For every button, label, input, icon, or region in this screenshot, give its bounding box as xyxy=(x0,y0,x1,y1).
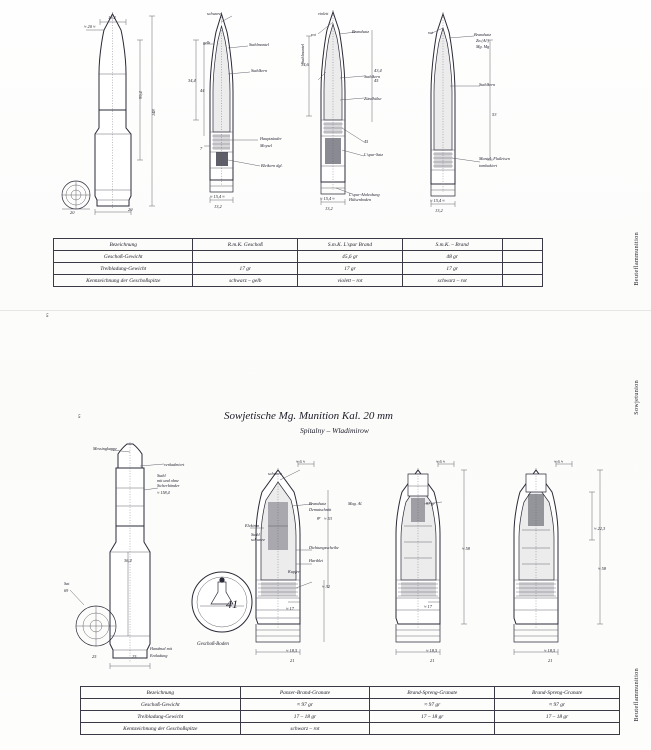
label-mit-und-ohne: mit und ohne xyxy=(157,478,179,483)
label-stahl: Stahl xyxy=(157,473,166,478)
label-schwarz-rmk: schwarz xyxy=(207,11,221,16)
bottom-sheet-title: Sowjetische Mg. Munition Kal. 20 mm xyxy=(224,410,393,422)
label-hartblei: Hartblei xyxy=(309,558,324,563)
svg-text:≈ 6 ≈: ≈ 6 ≈ xyxy=(436,459,446,464)
label-schwarz2-pbg: schwarz xyxy=(251,537,265,542)
cell: 45,6 gr xyxy=(298,251,403,263)
label-tombakiert: tombakiert xyxy=(479,163,498,168)
cell: Bezeichnung xyxy=(81,687,241,699)
label-69: 69 xyxy=(64,588,69,593)
label-stahlmantel-lspur: Stahlmantel xyxy=(300,43,305,64)
label-verkadmiert: verkadmiert xyxy=(164,462,185,467)
table-row xyxy=(81,687,620,699)
bottom-spec-table xyxy=(80,686,620,735)
svg-text:43,4: 43,4 xyxy=(374,68,382,73)
cell: ≈ 97 gr xyxy=(370,699,495,711)
cell xyxy=(502,239,542,251)
table-row xyxy=(54,251,543,263)
svg-text:20: 20 xyxy=(70,210,75,215)
svg-text:≈ 18,5: ≈ 18,5 xyxy=(286,648,298,653)
table-row xyxy=(54,239,543,251)
cell: S.m.K. – Brand xyxy=(402,239,502,251)
label-entladung: Entladung xyxy=(150,653,168,658)
cell: Kennzeichnung der Geschoßspitze xyxy=(81,723,241,735)
sheet-mark-top: 5 xyxy=(46,314,49,319)
cell: Treibladung-Gewicht xyxy=(54,263,193,275)
label-mag-al: Mag. Al. xyxy=(348,501,363,506)
svg-text:≈ 17: ≈ 17 xyxy=(286,606,294,611)
svg-text:≈ 22,3: ≈ 22,3 xyxy=(594,526,606,531)
label-zn-al: Zn.(Al.) xyxy=(476,38,490,43)
table-row xyxy=(81,711,620,723)
svg-text:21: 21 xyxy=(548,658,553,663)
label-huelsenboden: L'spur-Abdeckung xyxy=(349,192,380,197)
svg-text:13,2: 13,2 xyxy=(325,206,333,211)
cell xyxy=(502,251,542,263)
cell: Geschoß-Gewicht xyxy=(81,699,241,711)
table-row xyxy=(81,723,620,735)
svg-text:≈ 18,5: ≈ 18,5 xyxy=(426,648,438,653)
label-rot-brand: rot xyxy=(428,30,433,35)
cell: Brand-Spreng-Granate xyxy=(370,687,495,699)
bottom-sheet-drawings xyxy=(0,430,651,680)
svg-text:25: 25 xyxy=(92,654,97,659)
label-geschoss-boden: Geschoß-Boden xyxy=(197,642,229,647)
svg-text:≈ 17: ≈ 17 xyxy=(424,604,432,609)
svg-text:44: 44 xyxy=(200,88,205,93)
cell: Panzer-Brand-Granate xyxy=(240,687,370,699)
label-stahlmantel-rmk: Stahlmantel xyxy=(249,42,270,47)
label-mantel-flusseisen: Mantel: Flußeisen xyxy=(479,156,510,161)
svg-text:≈ 6 ≈: ≈ 6 ≈ xyxy=(554,459,564,464)
cell: Brand-Spreng-Granate xyxy=(495,687,620,699)
svg-text:≈ 20 ≈: ≈ 20 ≈ xyxy=(84,24,96,29)
label-stahlkern-brand: Stahlkern xyxy=(479,82,496,87)
cell: schwarz – rot xyxy=(402,275,502,287)
svg-text:7: 7 xyxy=(200,146,203,151)
svg-text:≈ 32: ≈ 32 xyxy=(322,584,330,589)
label-messingkappe: Messingkappe xyxy=(93,446,117,451)
label-kupfer: Kupfer xyxy=(288,569,300,574)
cell: 17 – 18 gr xyxy=(495,711,620,723)
label-stahlkern-rmk: Stahlkern xyxy=(251,68,268,73)
svg-text:34,4: 34,4 xyxy=(188,78,196,83)
svg-text:41: 41 xyxy=(226,597,238,611)
svg-text:13,2: 13,2 xyxy=(214,204,222,209)
svg-text:53: 53 xyxy=(492,112,497,117)
side-tab-beute-top: Beuteflammunition xyxy=(634,232,640,286)
side-tab-sowjetunion: Sowjetunion xyxy=(634,380,640,415)
label-sat: Sat xyxy=(64,581,70,586)
svg-text:36,4: 36,4 xyxy=(124,558,132,563)
label-brandsatz-brand: Brandsatz xyxy=(474,32,491,37)
cell: 17 gr xyxy=(402,263,502,275)
cell: Bezeichnung xyxy=(54,239,193,251)
svg-text:21: 21 xyxy=(290,658,295,663)
top-spec-table xyxy=(53,238,543,287)
figure-brand-spreng-b xyxy=(514,459,607,663)
cell: violett – rot xyxy=(298,275,403,287)
svg-text:13,2: 13,2 xyxy=(108,15,116,20)
svg-text:≈ 18,5: ≈ 18,5 xyxy=(544,648,556,653)
figure-stamp-41 xyxy=(192,572,252,632)
svg-text:≈ 15,4 ≈: ≈ 15,4 ≈ xyxy=(210,194,225,199)
figure-cartridge-full xyxy=(62,12,156,215)
label-sicherbaender: Sicherbänder xyxy=(157,483,180,488)
svg-text:21: 21 xyxy=(430,658,435,663)
svg-text:25: 25 xyxy=(132,654,137,659)
label-bleikern: Bleikern dgl. xyxy=(261,163,283,168)
figure-smk-lspur-brand xyxy=(301,10,382,212)
svg-text:≈ 15,4 ≈: ≈ 15,4 ≈ xyxy=(430,198,445,203)
cell xyxy=(502,263,542,275)
table-row xyxy=(54,263,543,275)
svg-text:≈ 58: ≈ 58 xyxy=(598,566,606,571)
cell: 17 – 18 gr xyxy=(240,711,370,723)
label-lspur-satz: 45 xyxy=(364,139,369,144)
label-elektron: Elektron xyxy=(245,523,260,528)
svg-text:45: 45 xyxy=(374,78,379,83)
cell: 17 gr xyxy=(193,263,298,275)
svg-text:≈ 58: ≈ 58 xyxy=(462,546,470,551)
cell xyxy=(370,723,495,735)
cell: schwarz – rot xyxy=(240,723,370,735)
label-dematschnitt: Dematschnitt xyxy=(309,507,332,512)
label-handmal: Handmal mit xyxy=(150,646,172,651)
label-stahl-pbg: Stahl xyxy=(251,532,260,537)
bottom-sheet-subtitle: Spitalny – Wladimirow xyxy=(300,426,369,435)
svg-text:≈ 15,4 ≈: ≈ 15,4 ≈ xyxy=(320,196,335,201)
label-huelsenboden-material: Hülsenboden xyxy=(349,197,372,202)
label-brandsatz-lspur: Brandsatz xyxy=(352,29,369,34)
label-violett: violett xyxy=(318,11,329,16)
svg-text:≈ 53: ≈ 53 xyxy=(324,516,332,521)
cell xyxy=(193,251,298,263)
sheet-divider xyxy=(0,310,651,311)
cell: 48 gr xyxy=(402,251,502,263)
svg-text:13,2: 13,2 xyxy=(435,208,443,213)
cell: Geschoß-Gewicht xyxy=(54,251,193,263)
label-zuendhuelse: Zündhülse xyxy=(364,96,382,101)
table-row xyxy=(54,275,543,287)
cell: R.m.K. Geschoß xyxy=(193,239,298,251)
cell: S.m.K. L'spur Brand xyxy=(298,239,403,251)
cell: schwarz – gelb xyxy=(193,275,298,287)
table-row xyxy=(81,699,620,711)
svg-text:34,6: 34,6 xyxy=(301,62,309,67)
svg-text:≈ 6 ≈: ≈ 6 ≈ xyxy=(296,459,306,464)
cell: Treibladung-Gewicht xyxy=(81,711,241,723)
label-1584: ≈ 158,4 xyxy=(157,490,170,495)
cell: Kennzeichnung der Geschoßspitze xyxy=(54,275,193,287)
label-brandsatz-pbg: Brandsatz xyxy=(309,501,326,506)
label-97gr-bsg: 97 gr xyxy=(426,501,435,506)
label-hauptzuender: Hauptzünder xyxy=(260,136,282,141)
cell: 17 gr xyxy=(298,263,403,275)
cell xyxy=(495,723,620,735)
label-lspur-abdeckung: L'spur-Satz xyxy=(364,152,383,157)
label-schwarz-pbg: schwarz xyxy=(268,471,282,476)
label-dichtungsscheibe: Dichtungsscheibe xyxy=(309,545,339,550)
label-gr: gr xyxy=(317,515,321,520)
cell: 17 – 18 gr xyxy=(370,711,495,723)
svg-text:20: 20 xyxy=(128,207,133,212)
label-moysel: Moysel xyxy=(260,143,273,148)
svg-text:99,4: 99,4 xyxy=(138,91,143,99)
label-stahlkern-lspur: Stahlkern xyxy=(364,74,381,79)
figure-brand-spreng-a xyxy=(396,459,471,663)
cell: ≈ 97 gr xyxy=(495,699,620,711)
label-rot-lspur: rot xyxy=(311,32,316,37)
label-mg-mg: Mg. Mg xyxy=(476,44,490,49)
cell: ≈ 97 gr xyxy=(240,699,370,711)
svg-text:148: 148 xyxy=(151,109,156,116)
cell xyxy=(502,275,542,287)
figure-cartridge-20mm xyxy=(70,442,164,669)
label-gelb: gelb xyxy=(203,40,211,45)
side-tab-beute-bottom: Beuteflammunition xyxy=(634,668,640,722)
sheet-mark-bottom: 5 xyxy=(78,415,81,420)
